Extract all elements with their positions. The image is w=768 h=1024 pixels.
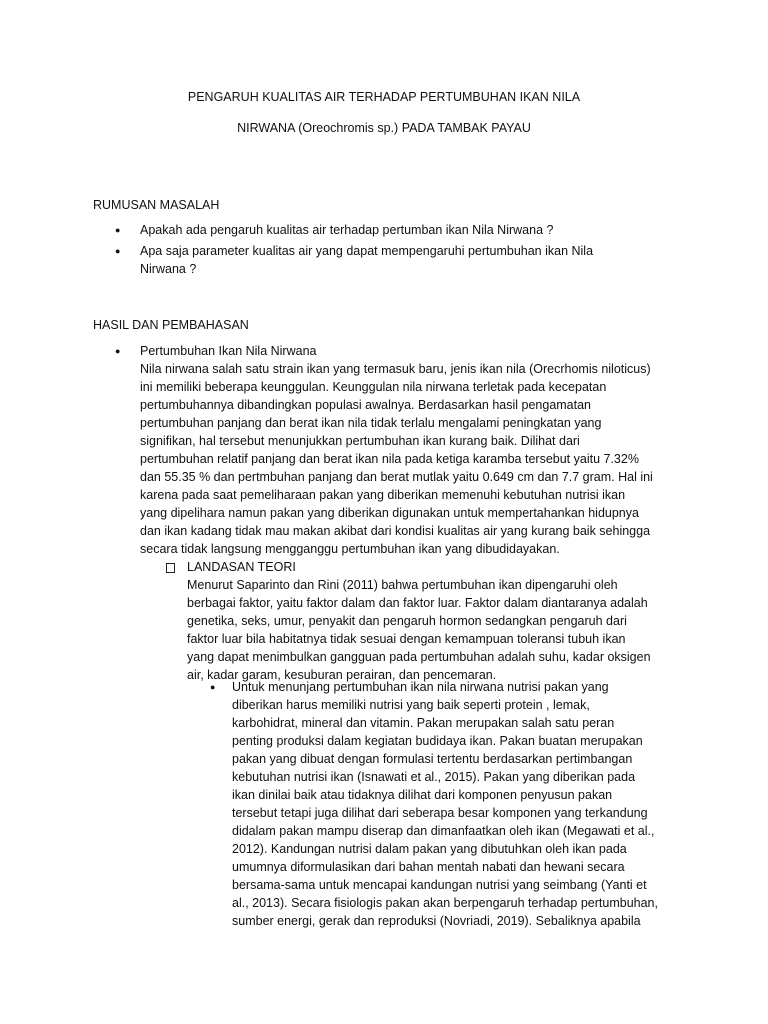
- paragraph-line: Untuk menunjang pertumbuhan ikan nila nirwana nutrisi pakan yang: [232, 680, 609, 694]
- paragraph-line: dan ikan kadang tidak mau makan akibat dari kondisi kualitas air yang kurang baik sehingga: [140, 524, 651, 538]
- paragraph-line: genetika, seks, umur, penyakit dan pengaruh hormon sedangkan pengaruh dari: [187, 614, 627, 628]
- rumusan-heading: RUMUSAN MASALAH: [93, 198, 220, 212]
- bullet-icon: ●: [115, 225, 121, 235]
- paragraph-line: secara tidak langsung mengganggu pertumbuhan ikan yang dibudidayakan.: [140, 542, 560, 556]
- bullet-icon: ●: [115, 346, 121, 356]
- paragraph-line: yang dapat menimbulkan gangguan pada pertumbuhan adalah suhu, kadar oksigen: [187, 650, 651, 664]
- paragraph-line: air, kadar garam, kesuburan perairan, dan pencemaran.: [187, 668, 497, 682]
- paragraph-line: bersama-sama untuk mencapai kandungan nutrisi yang seimbang (Yanti et: [232, 878, 647, 892]
- paragraph-line: umumnya diformulasikan dari bahan mentah nabati dan hewani secara: [232, 860, 625, 874]
- paragraph-line: pakan yang dibuat dengan formulasi tertentu berdasarkan pertimbangan: [232, 752, 633, 766]
- hasil-item-title: Pertumbuhan Ikan Nila Nirwana: [140, 344, 317, 358]
- paragraph-line: pertumbuhan panjang dan berat ikan nila tidak terlalu mengalami peningkatan yang: [140, 416, 602, 430]
- paragraph-line: kebutuhan nutrisi ikan (Isnawati et al., 2015). Pakan yang diberikan pada: [232, 770, 636, 784]
- paragraph-line: faktor luar bila habitatnya tidak sesuai dengan kemampuan toleransi tubuh ikan: [187, 632, 626, 646]
- document-title-line-2: NIRWANA (Oreochromis sp.) PADA TAMBAK PAYAU: [237, 121, 531, 135]
- paragraph-line: Menurut Saparinto dan Rini (2011) bahwa pertumbuhan ikan dipengaruhi oleh: [187, 578, 618, 592]
- paragraph-line: diberikan harus memiliki nutrisi yang baik seperti protein , lemak,: [232, 698, 590, 712]
- paragraph-line: pertumbuhannya dibandingkan populasi awalnya. Berdasarkan hasil pengamatan: [140, 398, 592, 412]
- paragraph-line: didalam pakan mampu diserap dan dimanfaatkan oleh ikan (Megawati et al.,: [232, 824, 655, 838]
- document-title-line-1: PENGARUH KUALITAS AIR TERHADAP PERTUMBUHAN IKAN NILA: [187, 90, 581, 104]
- bullet-icon: ●: [115, 246, 121, 256]
- paragraph-line: ini memiliki beberapa keunggulan. Keunggulan nila nirwana terletak pada kecepatan: [140, 380, 607, 394]
- paragraph-line: 2012). Kandungan nutrisi dalam pakan yang dibutuhkan oleh ikan pada: [232, 842, 627, 856]
- rumusan-item-2-cont: Nirwana ?: [140, 262, 197, 276]
- paragraph-line: sumber energi, gerak dan reproduksi (Novriadi, 2019). Sebaliknya apabila: [232, 914, 641, 928]
- rumusan-item-2: Apa saja parameter kualitas air yang dapat mempengaruhi pertumbuhan ikan Nila: [140, 244, 594, 258]
- paragraph-line: ikan dinilai baik atau tidaknya dilihat dari komponen penyusun pakan: [232, 788, 613, 802]
- paragraph-line: berbagai faktor, yaitu faktor dalam dan faktor luar. Faktor dalam diantaranya adalah: [187, 596, 648, 610]
- paragraph-line: karena pada saat pemeliharaan pakan yang diberikan memenuhi kebutuhan nutrisi ikan: [140, 488, 626, 502]
- paragraph-line: penting produksi dalam kegiatan budidaya ikan. Pakan buatan merupakan: [232, 734, 643, 748]
- paragraph-line: signifikan, hal tersebut menunjukkan pertumbuhan ikan kurang baik. Dilihat dari: [140, 434, 580, 448]
- bullet-icon: ●: [210, 682, 216, 692]
- landasan-heading: LANDASAN TEORI: [187, 560, 296, 574]
- paragraph-line: tersebut tetapi juga dilihat dari seberapa besar komponen yang terkandung: [232, 806, 648, 820]
- paragraph-line: yang dipelihara namun pakan yang diberikan digunakan untuk mempertahankan hidupnya: [140, 506, 639, 520]
- paragraph-line: karbohidrat, mineral dan vitamin. Pakan merupakan salah satu peran: [232, 716, 615, 730]
- rumusan-item-1: Apakah ada pengaruh kualitas air terhadap pertumban ikan Nila Nirwana ?: [140, 223, 554, 237]
- paragraph-line: Nila nirwana salah satu strain ikan yang termasuk baru, jenis ikan nila (Orecrhomis niloticus): [140, 362, 651, 376]
- paragraph-line: dan 55.35 % dan pertmbuhan panjang dan berat mutlak yaitu 0.649 cm dan 7.7 gram. Hal ini: [140, 470, 653, 484]
- paragraph-line: pertumbuhan relatif panjang dan berat ikan nila pada ketiga karamba tersebut yaitu 7.32%: [140, 452, 639, 466]
- square-bullet-icon: [166, 563, 175, 573]
- hasil-heading: HASIL DAN PEMBAHASAN: [93, 318, 249, 332]
- paragraph-line: al., 2013). Secara fisiologis pakan akan berpengaruh terhadap pertumbuhan,: [232, 896, 658, 910]
